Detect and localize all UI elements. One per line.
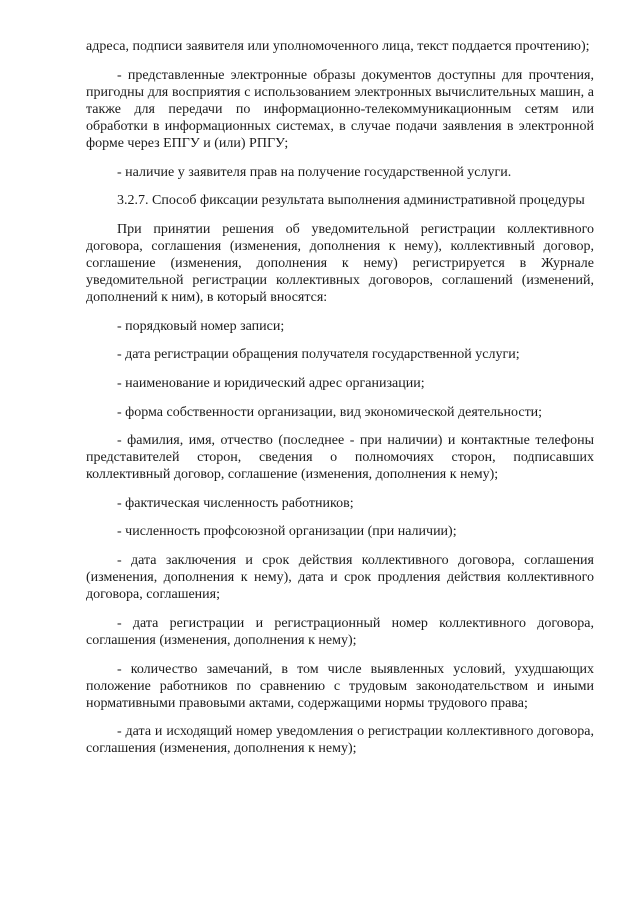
- list-item-request-date: - дата регистрации обращения получателя государственной услуги;: [117, 347, 520, 363]
- paragraph-registration-decision: При принятии решения об уведомительной регистрации коллективного договора, соглашения (изменения, дополнения к нему), коллективный договор, соглашение (изменения, дополнения к нему) регистрируется в Журнале уведомительной регистрации коллективных договоров, соглашений (изменений, дополнений к ним), в который вносятся:: [86, 221, 594, 306]
- list-item-registration-number: - дата регистрации и регистрационный номер коллективного договора, соглашения (изменения, дополнения к нему);: [86, 615, 594, 648]
- paragraph-electronic-images: - представленные электронные образы документов доступны для прочтения, пригодны для восприятия с использованием электронных вычислительных машин, а также для передачи по информационно-телекоммуникационным сетям или обработки в информационных системах, в случае подачи заявления в электронной форме через ЕПГУ и (или) РПГУ;: [86, 67, 594, 151]
- list-item-employee-count: - фактическая численность работников;: [117, 495, 354, 511]
- list-item-notification-date: - дата и исходящий номер уведомления о регистрации коллективного договора, соглашения (изменения, дополнения к нему);: [86, 724, 594, 757]
- list-item-record-number: - порядковый номер записи;: [117, 318, 285, 334]
- list-item-remarks-count: - количество замечаний, в том числе выявленных условий, ухудшающих положение работников по сравнению с трудовым законодательством и иными нормативными правовыми актами, содержащими нормы трудового права;: [86, 661, 594, 711]
- paragraph-applicant-rights: - наличие у заявителя прав на получение государственной услуги.: [117, 164, 512, 180]
- list-item-representatives: - фамилия, имя, отчество (последнее - при наличии) и контактные телефоны представителей сторон, сведения о полномочиях сторон, подписавших коллективный договор, соглашение (изменения, дополнения к нему);: [86, 433, 594, 483]
- list-item-organization-name: - наименование и юридический адрес организации;: [117, 375, 425, 391]
- document-body: [86, 38, 594, 769]
- paragraph-continuation: адреса, подписи заявителя или уполномоченного лица, текст поддается прочтению);: [86, 39, 590, 54]
- list-item-ownership-form: - форма собственности организации, вид экономической деятельности;: [117, 404, 543, 420]
- list-item-union-size: - численность профсоюзной организации (при наличии);: [117, 524, 457, 540]
- section-heading-3-2-7: 3.2.7. Способ фиксации результата выполнения административной процедуры: [117, 193, 585, 209]
- list-item-conclusion-date: - дата заключения и срок действия коллективного договора, соглашения (изменения, дополнения к нему), дата и срок продления действия коллективного договора, соглашения;: [86, 553, 594, 603]
